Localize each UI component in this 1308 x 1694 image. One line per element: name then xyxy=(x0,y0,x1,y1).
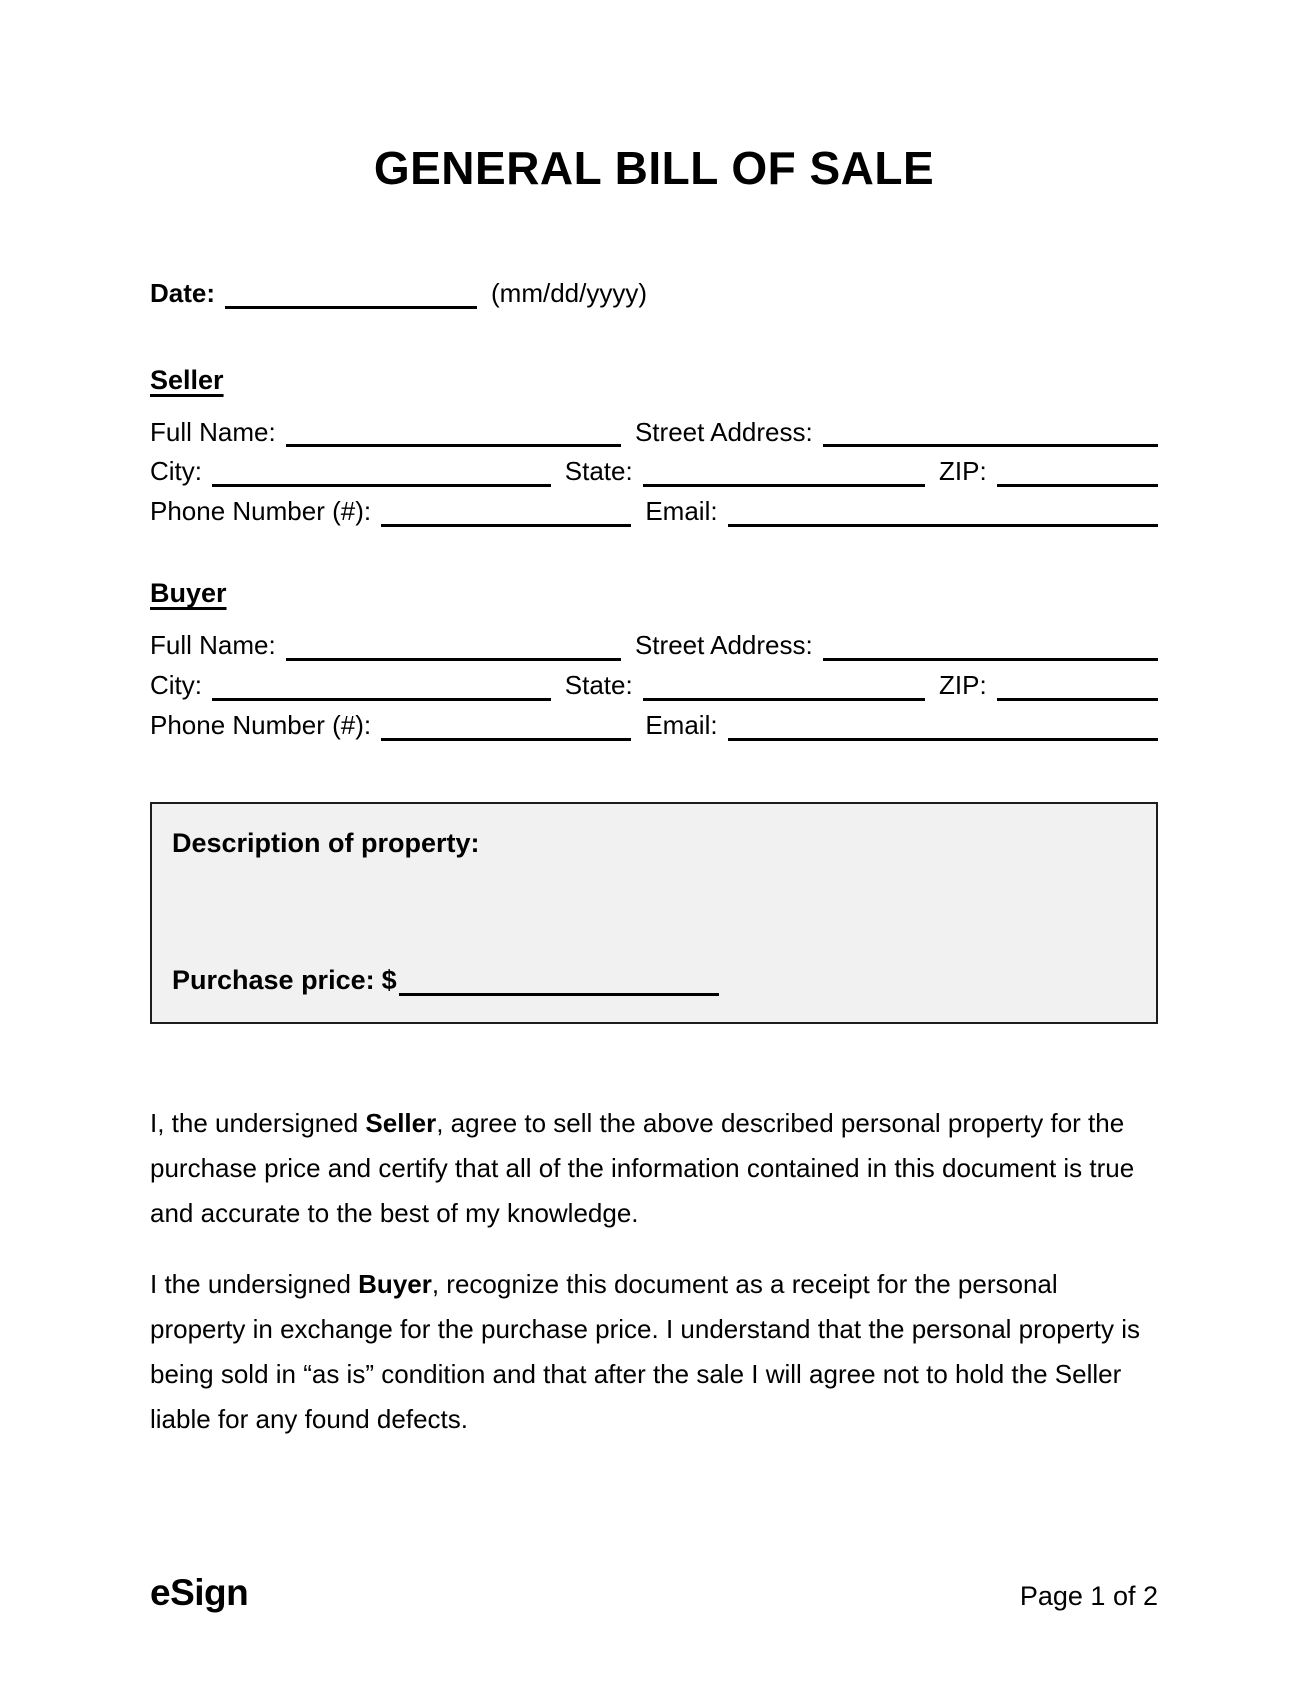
seller-city-state-zip-row xyxy=(150,457,1158,487)
seller-email-line[interactable] xyxy=(728,501,1158,527)
date-label: Date: xyxy=(150,278,216,308)
purchase-price-label: Purchase price: xyxy=(172,964,375,995)
buyer-street-address-line[interactable] xyxy=(823,635,1158,661)
seller-name-address-row xyxy=(150,418,1158,448)
buyer-name-address-row xyxy=(150,631,1158,661)
seller-street-address-line[interactable] xyxy=(823,421,1158,447)
seller-state-label: State: xyxy=(564,456,633,487)
buyer-state-line[interactable] xyxy=(643,675,925,701)
buyer-full-name-line[interactable] xyxy=(286,635,621,661)
seller-clause-bold-word: Seller xyxy=(365,1107,437,1138)
seller-clause-suffix: , agree to sell the above described personal property for the purchase price and certify that all of the information contained in this document is true and accurate to the best of my knowledge. xyxy=(150,1107,1135,1228)
seller-phone-label: Phone Number (#): xyxy=(150,496,372,527)
buyer-phone-line[interactable] xyxy=(381,715,631,741)
seller-email-label: Email: xyxy=(645,496,718,527)
seller-zip-label: ZIP: xyxy=(939,456,987,487)
description-input-area[interactable] xyxy=(172,859,1136,965)
seller-city-line[interactable] xyxy=(212,461,551,487)
date-input-line[interactable] xyxy=(225,283,477,309)
buyer-phone-email-row xyxy=(150,711,1158,741)
purchase-price-line[interactable] xyxy=(399,970,719,996)
page-footer xyxy=(150,1572,1158,1614)
currency-symbol: $ xyxy=(381,964,397,995)
seller-clause-prefix: I, the undersigned xyxy=(150,1107,366,1138)
buyer-city-label: City: xyxy=(150,669,202,700)
esign-logo: eSign xyxy=(150,1572,249,1613)
seller-street-address-label: Street Address: xyxy=(634,416,813,447)
seller-state-line[interactable] xyxy=(643,461,925,487)
property-description-box xyxy=(150,802,1158,1024)
date-row xyxy=(150,279,1158,309)
buyer-city-line[interactable] xyxy=(212,675,551,701)
buyer-clause-suffix: , recognize this document as a receipt for the personal property in exchange for the purchase price. I understand that the personal property is being sold in “as is” condition and that after the sale I will agree not to hold the Seller liable for any found defects. xyxy=(150,1268,1141,1434)
purchase-price-row xyxy=(172,965,1136,996)
buyer-email-label: Email: xyxy=(645,709,718,740)
seller-full-name-label: Full Name: xyxy=(150,416,276,447)
buyer-email-line[interactable] xyxy=(728,715,1158,741)
buyer-state-label: State: xyxy=(564,669,633,700)
buyer-full-name-label: Full Name: xyxy=(150,629,276,660)
buyer-heading: Buyer xyxy=(150,578,227,609)
seller-phone-email-row xyxy=(150,497,1158,527)
date-format-hint: (mm/dd/yyyy) xyxy=(491,278,648,308)
seller-city-label: City: xyxy=(150,456,202,487)
buyer-clause-prefix: I the undersigned xyxy=(150,1268,359,1299)
seller-full-name-line[interactable] xyxy=(286,421,621,447)
seller-heading: Seller xyxy=(150,364,224,395)
description-of-property-label: Description of property: xyxy=(172,827,480,858)
seller-clause-paragraph xyxy=(150,1101,1158,1236)
buyer-phone-label: Phone Number (#): xyxy=(150,709,372,740)
buyer-zip-label: ZIP: xyxy=(939,669,987,700)
buyer-clause-bold-word: Buyer xyxy=(358,1268,432,1299)
buyer-clause-paragraph xyxy=(150,1262,1158,1442)
page-number-label: Page 1 of 2 xyxy=(1019,1581,1158,1611)
buyer-street-address-label: Street Address: xyxy=(634,629,813,660)
buyer-zip-line[interactable] xyxy=(997,675,1158,701)
seller-phone-line[interactable] xyxy=(381,501,631,527)
document-title: GENERAL BILL OF SALE xyxy=(373,142,935,194)
seller-zip-line[interactable] xyxy=(997,461,1158,487)
buyer-city-state-zip-row xyxy=(150,671,1158,701)
